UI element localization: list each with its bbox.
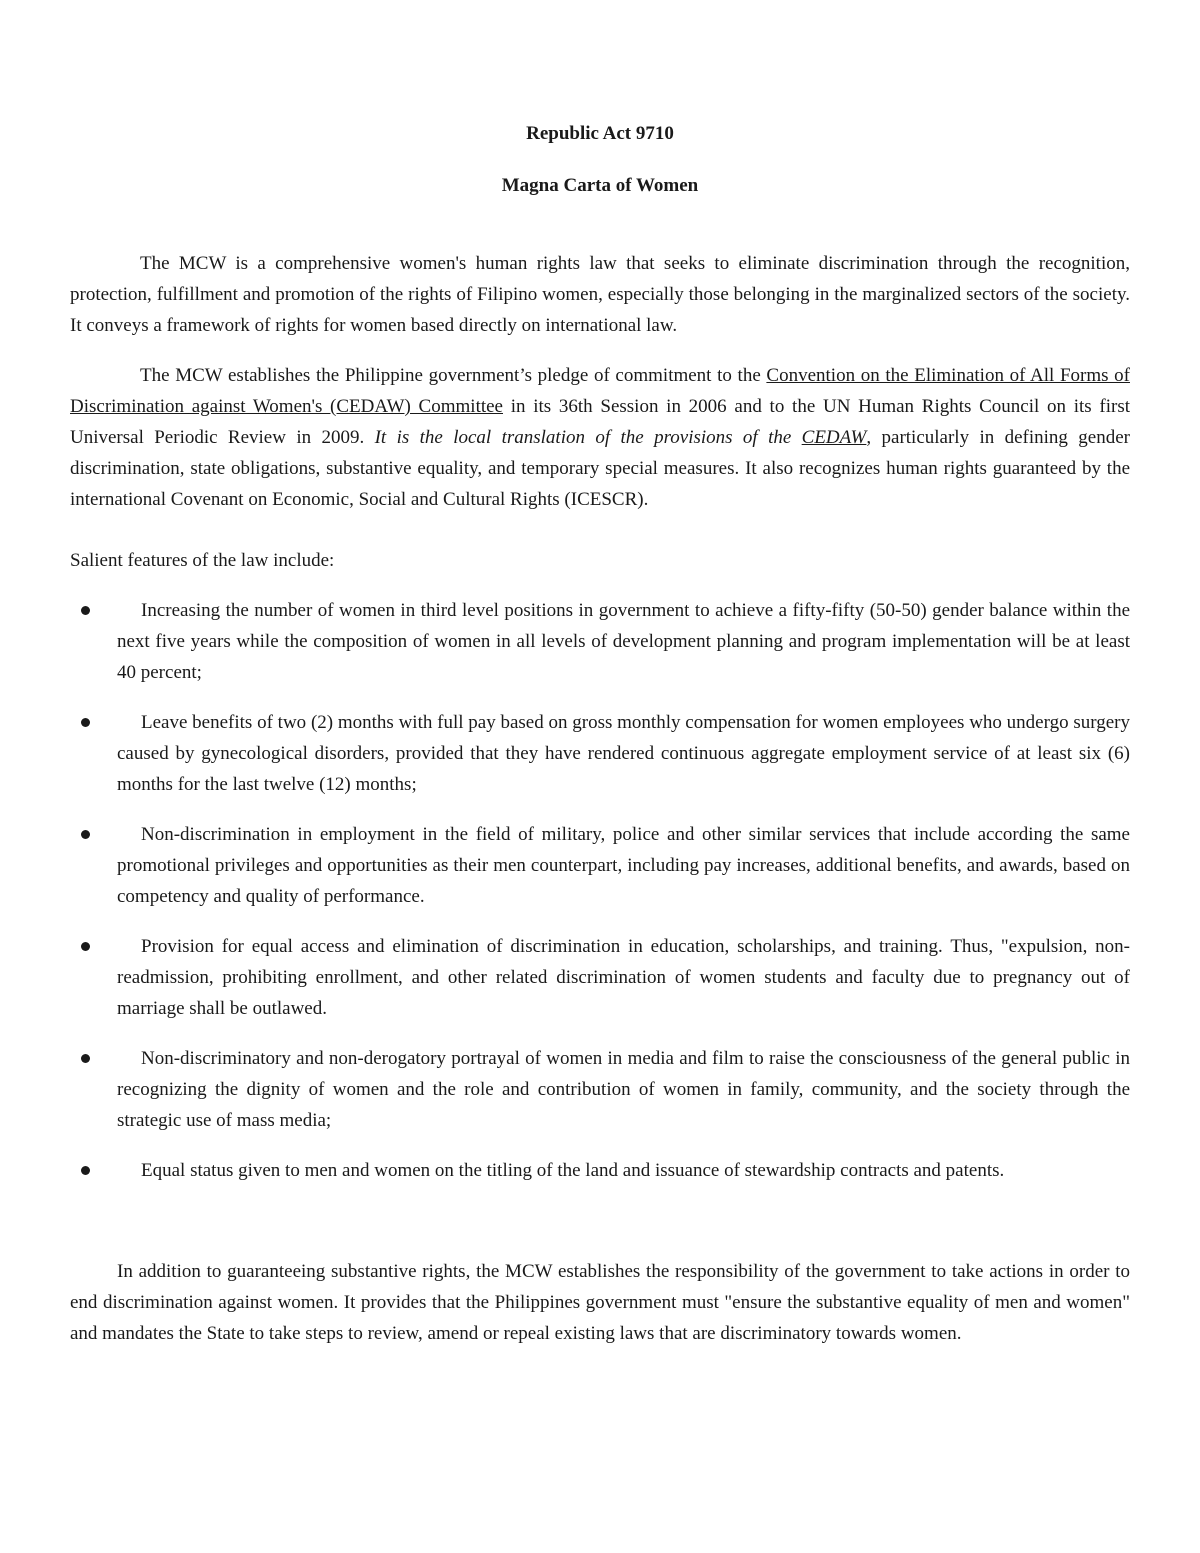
list-item-text: Non-discriminatory and non-derogatory portrayal of women in media and film to raise the consciousness of the general public in recognizing the dignity of women and the role and contribution of women in family, community, and the society through the strategic use of mass media; [117, 1048, 1130, 1131]
list-item-text: Equal status given to men and women on the titling of the land and issuance of stewardship contracts and patents. [141, 1160, 1005, 1181]
bullet-icon [81, 830, 90, 839]
paragraph-cedaw [70, 360, 1130, 515]
features-list [70, 595, 1130, 1186]
bullet-icon [81, 1166, 90, 1175]
list-item [70, 707, 1130, 800]
features-intro: Salient features of the law include: [70, 550, 335, 571]
list-item [70, 819, 1130, 912]
paragraph-cedaw-text-2: in its 36th Session in 2006 and to the UN Human Rights Council on its first Universal Periodic Review in 2009. [70, 396, 1130, 448]
bullet-icon [81, 606, 90, 615]
bullet-icon [81, 1054, 90, 1063]
list-item-text: Leave benefits of two (2) months with full pay based on gross monthly compensation for women employees who undergo surgery caused by gynecological disorders, provided that they have rendered continuous aggregate employment service of at least six (6) months for the last twelve (12) months; [117, 712, 1130, 795]
cedaw-convention-link[interactable]: Convention on the Elimination of All Forms of Discrimination against Women's (CEDAW) Committee [70, 365, 1130, 417]
list-item [70, 1155, 1130, 1186]
bullet-icon [81, 718, 90, 727]
list-item-text: Non-discrimination in employment in the field of military, police and other similar services that include according the same promotional privileges and opportunities as their men counterpart, including pay increases, additional benefits, and awards, based on competency and quality of performance. [117, 824, 1130, 907]
paragraph-cedaw-text-3: , particularly in defining gender discrimination, state obligations, substantive equality, and temporary special measures. It also recognizes human rights guaranteed by the international Covenant on Economic, Social and Cultural Rights (ICESCR). [70, 427, 1130, 510]
paragraph-conclusion: In addition to guaranteeing substantive rights, the MCW establishes the responsibility of the government to take actions in order to end discrimination against women. It provides that the Philippines government must "ensure the substantive equality of men and women" and mandates the State to take steps to review, amend or repeal existing laws that are discriminatory towards women. [70, 1261, 1130, 1344]
paragraph-cedaw-italic: It is the local translation of the provisions of the [374, 427, 802, 448]
document-title: Republic Act 9710 [526, 123, 674, 144]
paragraph-cedaw-text-1: The MCW establishes the Philippine government’s pledge of commitment to the [140, 365, 767, 386]
bullet-icon [81, 942, 90, 951]
list-item-text: Provision for equal access and elimination of discrimination in education, scholarships, and training. Thus, "expulsion, non-readmission, prohibiting enrollment, and other related discrimination of women students and faculty due to pregnancy out of marriage shall be outlawed. [117, 936, 1130, 1019]
cedaw-link[interactable]: CEDAW [801, 427, 867, 448]
list-item [70, 931, 1130, 1024]
document-subtitle: Magna Carta of Women [501, 175, 699, 196]
paragraph-intro: The MCW is a comprehensive women's human rights law that seeks to eliminate discrimination through the recognition, protection, fulfillment and promotion of the rights of Filipino women, especially those belonging in the marginalized sectors of the society. It conveys a framework of rights for women based directly on international law. [70, 253, 1130, 336]
list-item [70, 1043, 1130, 1136]
list-item [70, 595, 1130, 688]
list-item-text: Increasing the number of women in third level positions in government to achieve a fifty-fifty (50-50) gender balance within the next five years while the composition of women in all levels of development planning and program implementation will be at least 40 percent; [117, 600, 1130, 683]
